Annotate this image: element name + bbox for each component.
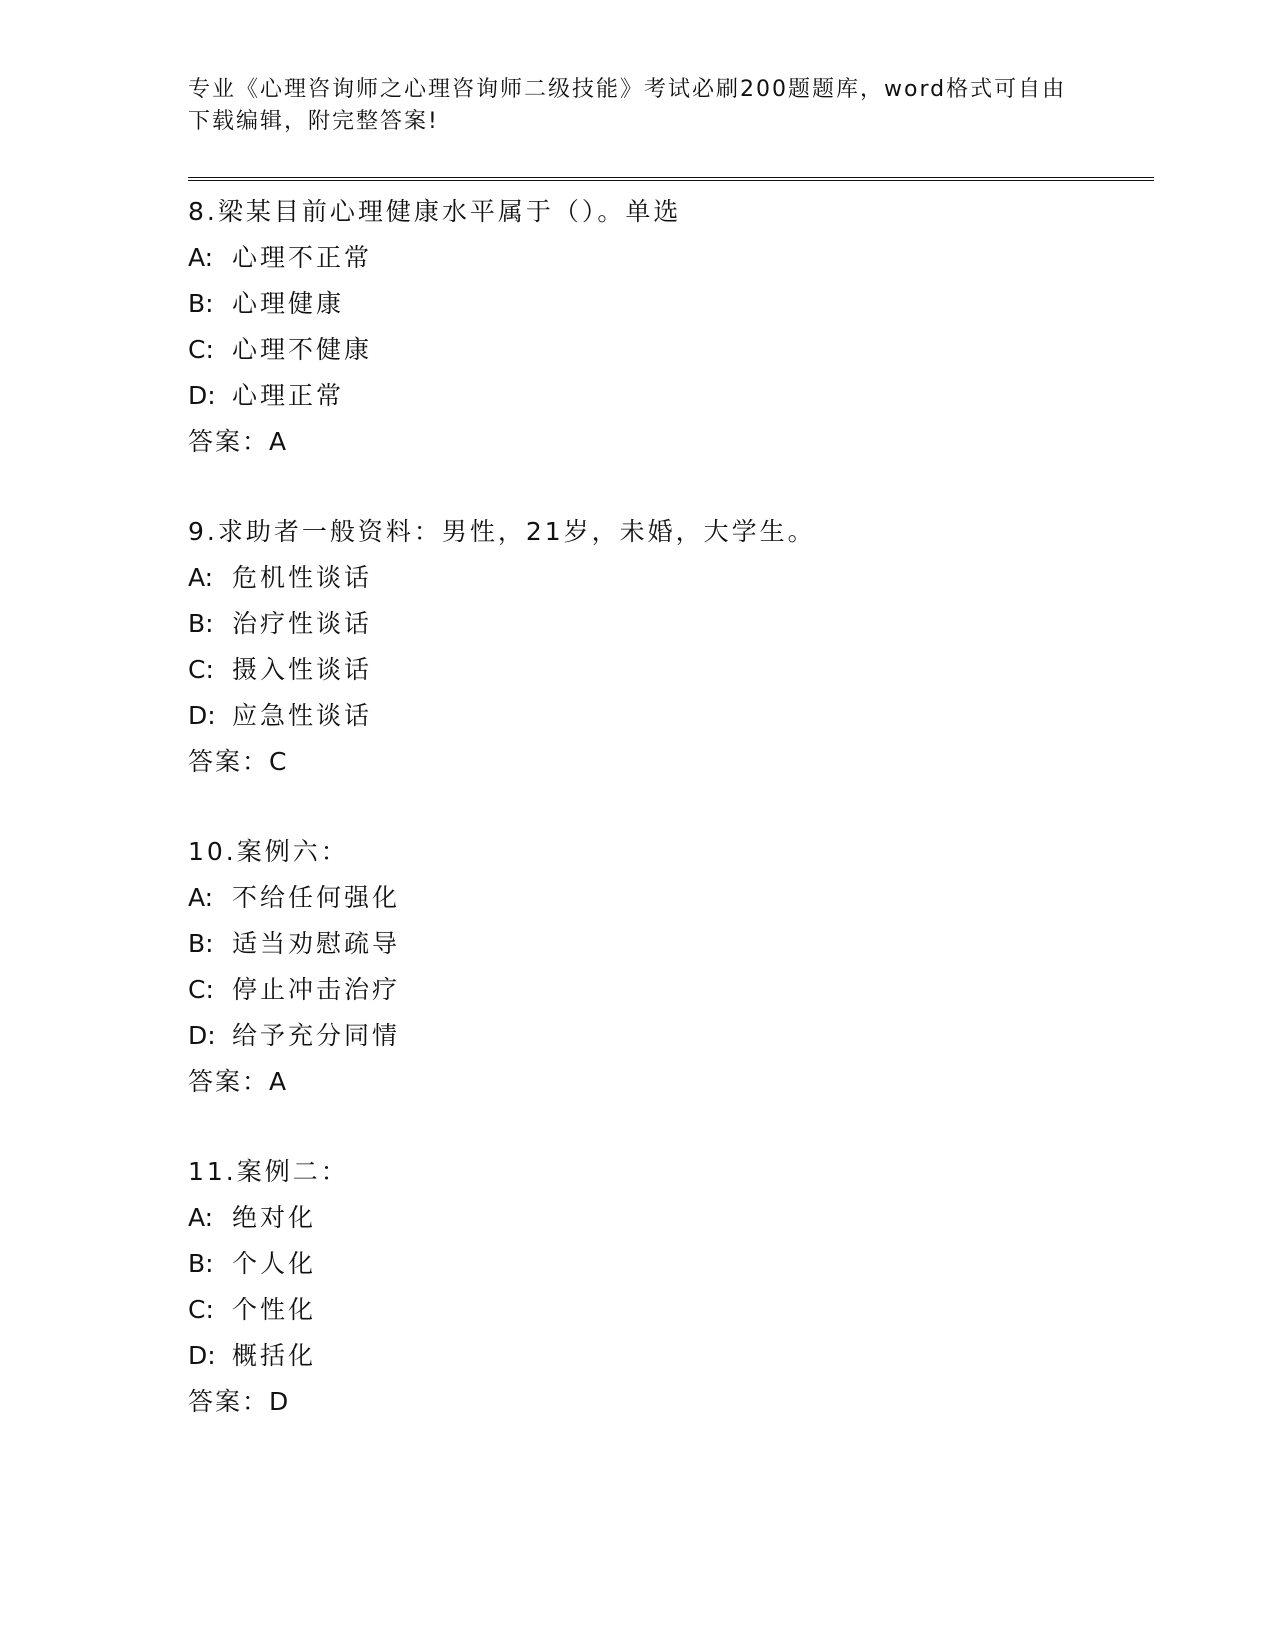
option-c [188,647,1154,693]
option-letter: A: [188,1203,214,1232]
option-letter: B: [188,1249,214,1278]
option-text: 应急性谈话 [232,701,373,730]
document-header: 专业《心理咨询师之心理咨询师二级技能》考试必刷200题题库，word格式可自由下载编辑，附完整答案! [188,77,1067,134]
answer-line: 答案：A [188,427,289,456]
option-text: 适当劝慰疏导 [232,929,401,958]
option-d [188,1333,1154,1379]
option-text: 绝对化 [232,1203,317,1232]
option-letter: B: [188,929,214,958]
option-d [188,693,1154,739]
option-letter: C: [188,335,214,364]
option-c [188,327,1154,373]
option-letter: B: [188,289,214,318]
option-text: 给予充分同情 [232,1021,401,1050]
option-text: 心理不正常 [232,243,373,272]
option-letter: C: [188,1295,214,1324]
answer-line: 答案：A [188,1067,289,1096]
question-10 [188,829,1154,1105]
option-text: 停止冲击治疗 [232,975,401,1004]
question-title: 10.案例六： [188,837,349,866]
option-b [188,921,1154,967]
option-letter: D: [188,1341,216,1370]
option-d [188,1013,1154,1059]
option-text: 心理正常 [232,381,345,410]
option-c [188,1287,1154,1333]
option-letter: A: [188,243,214,272]
option-letter: D: [188,701,216,730]
option-letter: C: [188,975,214,1004]
question-title: 9.求助者一般资料：男性，21岁，未婚，大学生。 [188,517,816,546]
header-divider [188,177,1154,181]
option-a [188,1195,1154,1241]
option-text: 心理不健康 [232,335,373,364]
option-text: 概括化 [232,1341,317,1370]
question-8 [188,189,1154,465]
option-text: 治疗性谈话 [232,609,373,638]
answer-line: 答案：C [188,747,289,776]
option-letter: B: [188,609,214,638]
option-text: 个性化 [232,1295,317,1324]
option-text: 摄入性谈话 [232,655,373,684]
question-11 [188,1149,1154,1425]
answer-line: 答案：D [188,1387,291,1416]
option-text: 心理健康 [232,289,345,318]
question-title: 8.梁某目前心理健康水平属于（）。单选 [188,197,682,226]
option-text: 个人化 [232,1249,317,1278]
option-letter: D: [188,381,216,410]
option-a [188,875,1154,921]
option-a [188,235,1154,281]
option-letter: C: [188,655,214,684]
question-title: 11.案例二： [188,1157,349,1186]
option-d [188,373,1154,419]
question-9 [188,509,1154,785]
option-c [188,967,1154,1013]
option-b [188,601,1154,647]
option-b [188,281,1154,327]
option-text: 不给任何强化 [232,883,401,912]
question-list [188,189,1154,1469]
option-b [188,1241,1154,1287]
option-letter: A: [188,883,214,912]
option-text: 危机性谈话 [232,563,373,592]
option-a [188,555,1154,601]
option-letter: A: [188,563,214,592]
option-letter: D: [188,1021,216,1050]
